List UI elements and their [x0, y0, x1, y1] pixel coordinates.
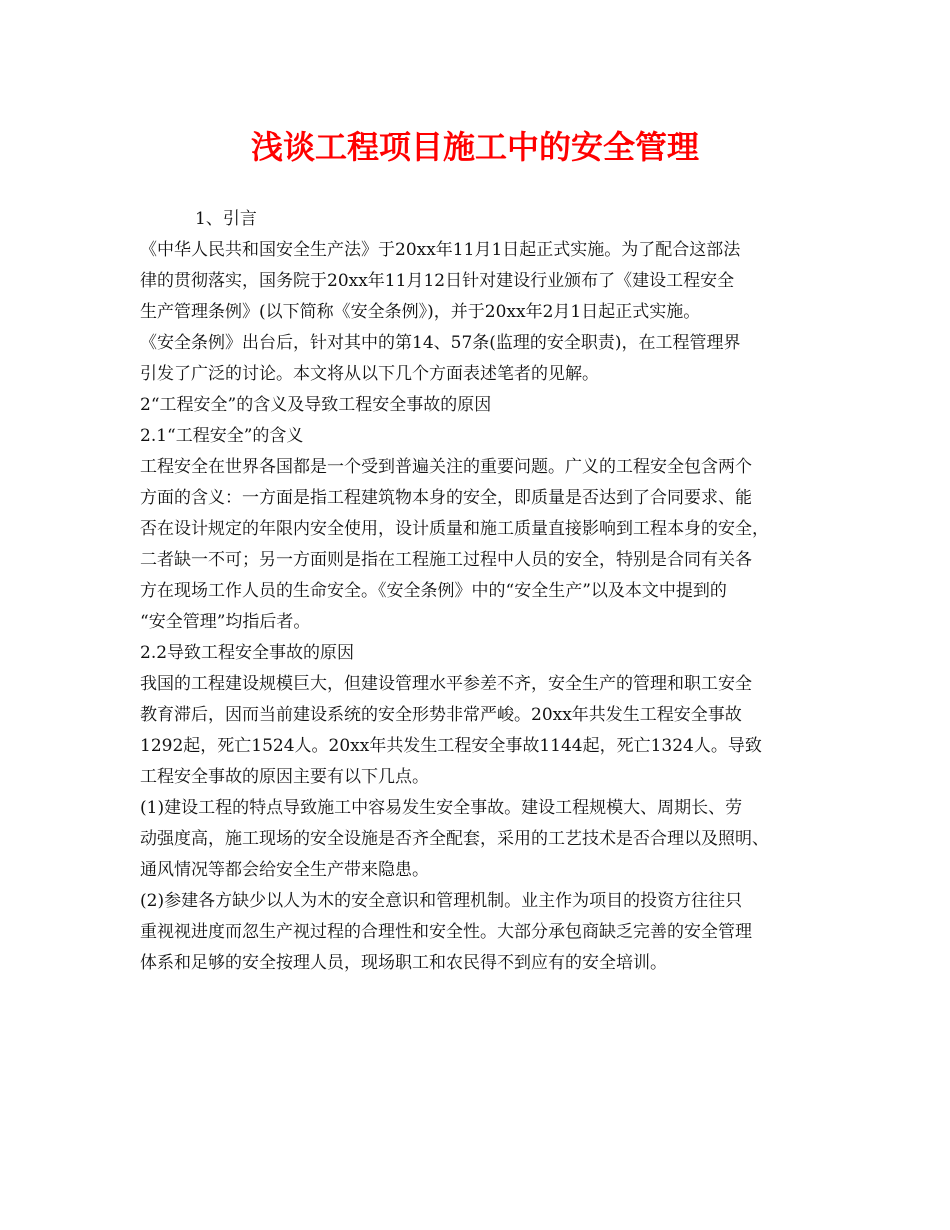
paragraph-line: 1292起，死亡1524人。20xx年共发生工程安全事故1144起，死亡1324人。导致 [140, 736, 762, 756]
paragraph-line: 生产管理条例》(以下简称《安全条例》)，并于20xx年2月1日起正式实施。 [140, 302, 701, 322]
section-heading: 2“工程安全”的含义及导致工程安全事故的原因 [140, 395, 492, 415]
subsection-heading: 2.2导致工程安全事故的原因 [140, 643, 355, 663]
paragraph-line: “安全管理”均指后者。 [140, 612, 311, 632]
paragraph-line: 否在设计规定的年限内安全使用，设计质量和施工质量直接影响到工程本身的安全， [140, 519, 769, 539]
list-item-line: 重视视进度而忽生产视过程的合理性和安全性。大部分承包商缺乏完善的安全管理 [140, 922, 752, 942]
subsection-heading: 2.1“工程安全”的含义 [140, 426, 304, 446]
paragraph-line: 方面的含义：一方面是指工程建筑物本身的安全，即质量是否达到了合同要求、能 [140, 488, 752, 508]
document-body [140, 204, 830, 979]
paragraph-line: 引发了广泛的讨论。本文将从以下几个方面表述笔者的见解。 [140, 364, 599, 384]
heading-introduction: 1、引言 [195, 209, 257, 229]
paragraph-line: 《中华人民共和国安全生产法》于20xx年11月1日起正式实施。为了配合这部法 [140, 240, 741, 260]
list-item-line: 动强度高，施工现场的安全设施是否齐全配套，采用的工艺技术是否合理以及照明、 [140, 829, 769, 849]
list-item-line: 通风情况等都会给安全生产带来隐患。 [140, 860, 429, 880]
paragraph-line: 《安全条例》出台后，针对其中的第14、57条(监理的安全职责)，在工程管理界 [140, 333, 741, 353]
list-item-line: (1)建设工程的特点导致施工中容易发生安全事故。建设工程规模大、周期长、劳 [140, 798, 743, 818]
list-item-line: (2)参建各方缺少以人为木的安全意识和管理机制。业主作为项目的投资方往往只 [140, 891, 743, 911]
paragraph-line: 工程安全在世界各国都是一个受到普遍关注的重要问题。广义的工程安全包含两个 [140, 457, 752, 477]
paragraph-line: 二者缺一不可；另一方面则是指在工程施工过程中人员的安全，特别是合同有关各 [140, 550, 752, 570]
paragraph-line: 工程安全事故的原因主要有以下几点。 [140, 767, 429, 787]
paragraph-line: 我国的工程建设规模巨大，但建设管理水平参差不齐，安全生产的管理和职工安全 [140, 674, 752, 694]
paragraph-line: 教育滞后，因而当前建设系统的安全形势非常严峻。20xx年共发生工程安全事故 [140, 705, 742, 725]
paragraph-line: 律的贯彻落实，国务院于20xx年11月12日针对建设行业颁布了《建设工程安全 [140, 271, 735, 291]
paragraph-line: 方在现场工作人员的生命安全。《安全条例》中的“安全生产”以及本文中提到的 [140, 581, 727, 601]
document-title: 浅谈工程项目施工中的安全管理 [250, 128, 699, 166]
list-item-line: 体系和足够的安全按理人员，现场职工和农民得不到应有的安全培训。 [140, 953, 667, 973]
